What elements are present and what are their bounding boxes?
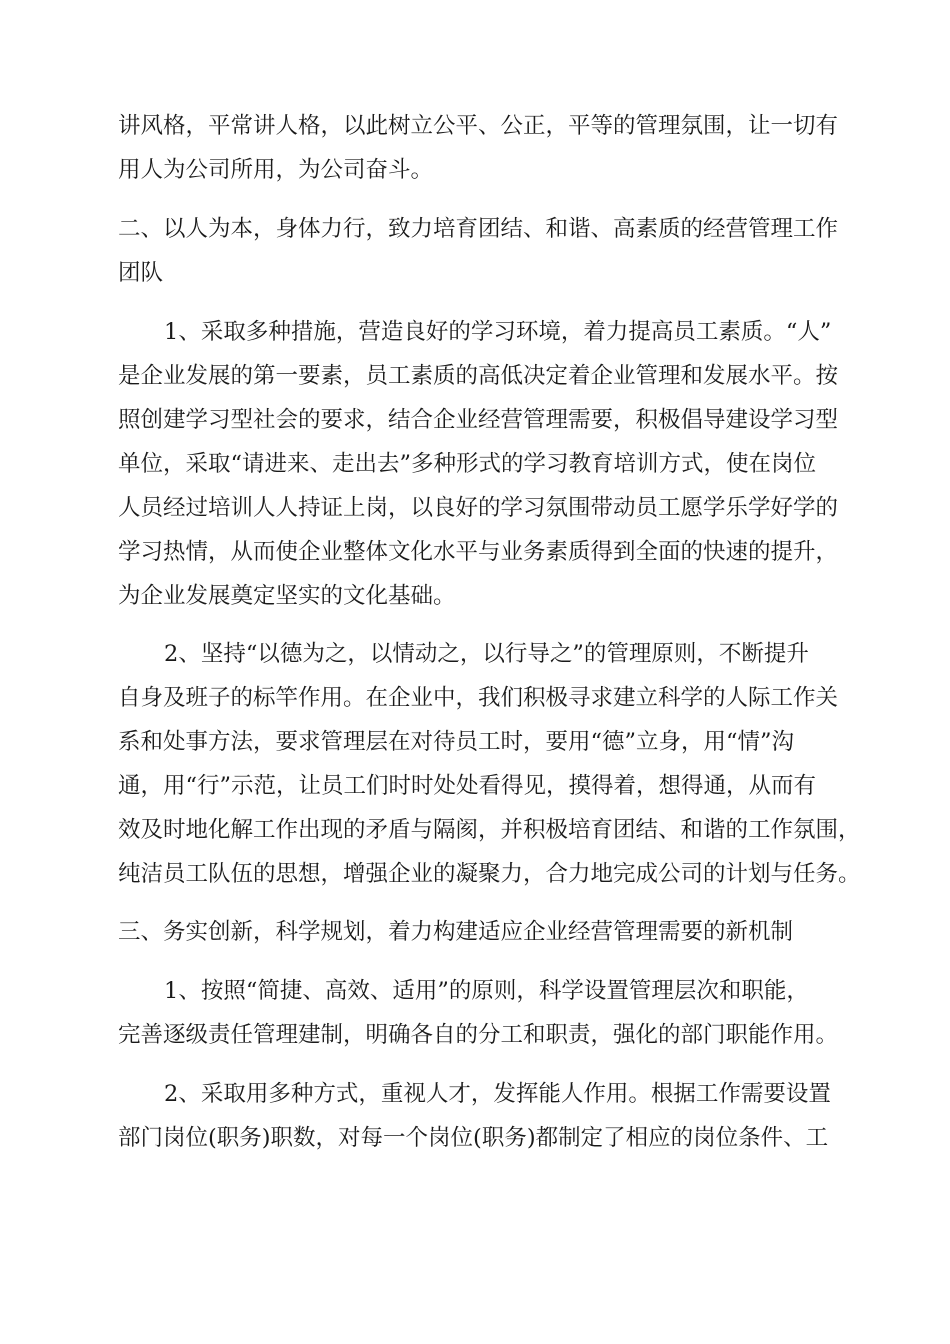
paragraph-2-2-line-6: 纯洁员工队伍的思想，增强企业的凝聚力，合力地完成公司的计划与任务。 xyxy=(118,861,861,887)
paragraph-2-2-line-4: 通，用“行”示范，让员工们时时处处看得见，摸得着，想得通，从而有 xyxy=(118,773,817,799)
paragraph-3-2-line-2: 部门岗位(职务)职数，对每一个岗位(职务)都制定了相应的岗位条件、工 xyxy=(118,1125,829,1151)
paragraph-2-2-line-3: 系和处事方法，要求管理层在对待员工时，要用“德”立身，用“情”沟 xyxy=(118,729,795,755)
text-line-2: 用人为公司所用，为公司奋斗。 xyxy=(118,157,434,183)
section-heading-2: 二、以人为本，身体力行，致力培育团结、和谐、高素质的经营管理工作 xyxy=(118,216,839,242)
paragraph-2-1-line-3: 照创建学习型社会的要求，结合企业经营管理需要，积极倡导建设学习型 xyxy=(118,407,839,433)
paragraph-2-2-line-1: 2、坚持“以德为之，以情动之，以行导之”的管理原则，不断提升 xyxy=(164,641,809,667)
paragraph-2-1-line-4: 单位，采取“请进来、走出去”多种形式的学习教育培训方式，使在岗位 xyxy=(118,451,817,477)
paragraph-2-1-line-7: 为企业发展奠定坚实的文化基础。 xyxy=(118,583,456,609)
paragraph-3-1-line-2: 完善逐级责任管理建制，明确各自的分工和职责，强化的部门职能作用。 xyxy=(118,1022,839,1048)
paragraph-2-1-line-1: 1、采取多种措施，营造良好的学习环境，着力提高员工素质。“人” xyxy=(164,319,832,345)
text-line-1: 讲风格，平常讲人格，以此树立公平、公正，平等的管理氛围，让一切有 xyxy=(118,113,839,139)
paragraph-3-2-line-1: 2、采取用多种方式，重视人才，发挥能人作用。根据工作需要设置 xyxy=(164,1081,831,1107)
paragraph-2-2-line-2: 自身及班子的标竿作用。在企业中，我们积极寻求建立科学的人际工作关 xyxy=(118,685,839,711)
section-heading-3: 三、务实创新，科学规划，着力构建适应企业经营管理需要的新机制 xyxy=(118,919,794,945)
paragraph-2-1-line-5: 人员经过培训人人持证上岗，以良好的学习氛围带动员工愿学乐学好学的 xyxy=(118,495,839,521)
section-heading-2-cont: 团队 xyxy=(118,260,164,286)
paragraph-2-1-line-2: 是企业发展的第一要素，员工素质的高低决定着企业管理和发展水平。按 xyxy=(118,363,839,389)
paragraph-2-1-line-6: 学习热情，从而使企业整体文化水平与业务素质得到全面的快速的提升， xyxy=(118,539,839,565)
paragraph-3-1-line-1: 1、按照“简捷、高效、适用”的原则，科学设置管理层次和职能， xyxy=(164,978,809,1004)
paragraph-2-2-line-5: 效及时地化解工作出现的矛盾与隔阂，并积极培育团结、和谐的工作氛围， xyxy=(118,817,861,843)
